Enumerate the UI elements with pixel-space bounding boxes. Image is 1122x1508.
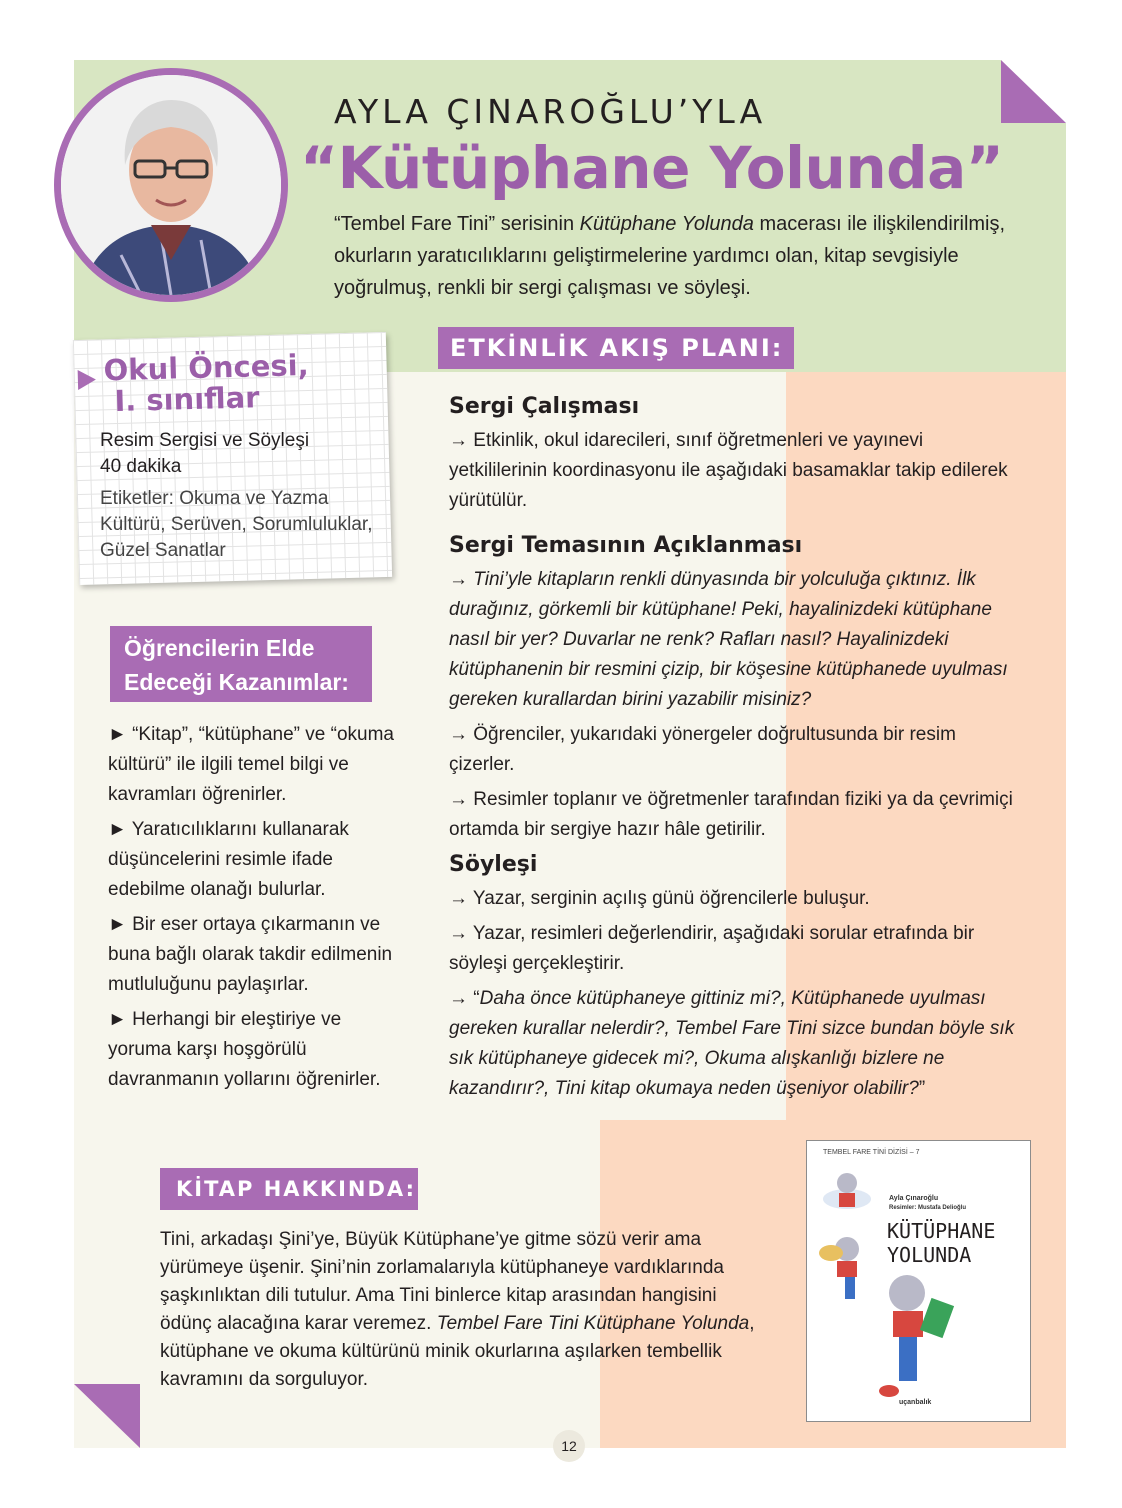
plan-paragraph: → Tini’yle kitapların renkli dünyasında bir yolculuğa çıktınız. İlk durağınız, görkemli bir kütüphane! Peki, hayalinizdeki kütüphane nasıl bir yer? Duvarlar ne renk? Rafları nasıl? Hayalinizdeki kütüphanenin bir resmini çizip, bir köşesine kütüphanede uyulması gereken kurallardan birini yazabilir misiniz? [449, 569, 1008, 710]
book-label: KİTAP HAKKINDA: [160, 1168, 418, 1210]
gain-item: ► Yaratıcılıklarını kullanarak düşüncelerini resimle ifade edebilme olanağı bulurlar. [108, 819, 349, 900]
section-heading-talk: Söyleşi [449, 852, 538, 877]
quote-open: → “ [449, 988, 480, 1009]
section-heading-exhibition: Sergi Çalışması [449, 394, 640, 419]
plan-label: ETKİNLİK AKIŞ PLANI: [438, 327, 794, 369]
author-portrait [54, 68, 288, 302]
book-desc-a: Tini, arkadaşı Şini’ye, Büyük Kütüphane’ye gitme sözü verir ama yürümeye üşenir. Şini’nin zorlamalarıyla kütüphaneye vardıklarında şaşkınlıktan dili tutulur. Ama Tini binlerce kitap arasından hangisini ödünç alacağına karar veremez. [160, 1229, 724, 1334]
intro-text-b: serisinin [495, 213, 580, 235]
activity-plan [449, 392, 1019, 1109]
cover-title [887, 1219, 995, 1267]
plan-questions [449, 984, 1019, 1104]
cover-series: TEMBEL FARE TİNİ DİZİSİ – 7 [823, 1149, 920, 1156]
book-desc-title: Tembel Fare Tini Kütüphane Yolunda [436, 1313, 750, 1334]
gain-item: ► Herhangi bir eleştiriye ve yoruma karşı hoşgörülü davranmanın yollarını öğrenirler. [108, 1009, 381, 1090]
level-title-line2: I. sınıflar [114, 380, 260, 419]
corner-fold-icon [1001, 60, 1066, 123]
book-description [160, 1226, 770, 1394]
page-title: “Kütüphane Yolunda” [300, 134, 1004, 202]
cover-illustration [807, 1141, 1030, 1421]
gains-list [108, 720, 408, 1100]
activity-tags: Etiketler: Okuma ve Yazma Kültürü, Serüven, Sorumluluklar, Güzel Sanatlar [100, 488, 373, 561]
plan-paragraph: → Etkinlik, okul idarecileri, sınıf öğretmenleri ve yayınevi yetkililerinin koordinasyonu ile aşağıdaki basamaklar takip edilerek yürütülür. [449, 430, 1008, 511]
questions-text: Daha önce kütüphaneye gittiniz mi?, Kütüphanede uyulması gereken kurallar nelerdir?, Tembel Fare Tini sizce bundan böyle sık sık kütüphaneye gidecek mi?, Okuma alışkanlığı bizlere ne kazandırır?, Tini kitap okumaya neden üşeniyor olabilir? [449, 988, 1015, 1099]
level-title-line1: Okul Öncesi, [103, 347, 310, 388]
book-desc-b: , kütüphane ve okuma kültürünü minik okurlarına aşılarken tembellik kavramını da sorguluyor. [160, 1313, 755, 1390]
level-title [103, 347, 310, 419]
cover-title-line2: YOLUNDA [887, 1243, 972, 1267]
corner-fold-icon-bottom [74, 1384, 140, 1448]
plan-paragraph: → Yazar, serginin açılış günü öğrencilerle buluşur. [449, 888, 870, 909]
level-info [100, 428, 390, 564]
plan-paragraph: → Resimler toplanır ve öğretmenler tarafından fiziki ya da çevrimiçi ortamda bir sergiye hazır hâle getirilir. [449, 789, 1013, 840]
activity-duration: 40 dakika [100, 456, 182, 477]
page-number: 12 [553, 1430, 585, 1462]
gains-label: Öğrencilerin Elde Edeceği Kazanımlar: [110, 626, 372, 702]
gain-item: ► “Kitap”, “kütüphane” ve “okuma kültürü” ile ilgili temel bilgi ve kavramları öğrenirler. [108, 724, 394, 805]
plan-paragraph: → Yazar, resimleri değerlendirir, aşağıdaki sorular etrafında bir söyleşi gerçekleştirir. [449, 923, 975, 974]
gain-item: ► Bir eser ortaya çıkarmanın ve buna bağlı olarak takdir edilmenin mutluluğunu paylaşırlar. [108, 914, 393, 995]
cover-illustrator: Resimler: Mustafa Delioğlu [889, 1205, 967, 1211]
book-cover [806, 1140, 1031, 1422]
section-heading-theme: Sergi Temasının Açıklanması [449, 533, 803, 558]
cover-publisher: uçanbalık [899, 1399, 932, 1406]
intro-series: “Tembel Fare Tini” [334, 213, 496, 235]
intro-book-title: Kütüphane Yolunda [579, 213, 754, 235]
play-arrow-icon [78, 370, 97, 390]
cover-title-line1: KÜTÜPHANE [887, 1219, 996, 1243]
intro-text-d: macerası ile ilişkilendirilmiş, okurların yaratıcılıklarını geliştirmelerine yardımcı olan, kitap sevgisiyle yoğrulmuş, renkli bir sergi çalışması ve söyleşi. [334, 213, 1006, 299]
plan-paragraph: → Öğrenciler, yukarıdaki yönergeler doğrultusunda bir resim çizerler. [449, 724, 956, 775]
header-subtitle: AYLA ÇINAROĞLU’YLA [334, 92, 767, 131]
quote-close: ” [918, 1078, 926, 1099]
cover-author: Ayla Çınaroğlu [889, 1195, 939, 1202]
activity-type: Resim Sergisi ve Söyleşi [100, 430, 310, 451]
intro-text [334, 208, 1014, 304]
